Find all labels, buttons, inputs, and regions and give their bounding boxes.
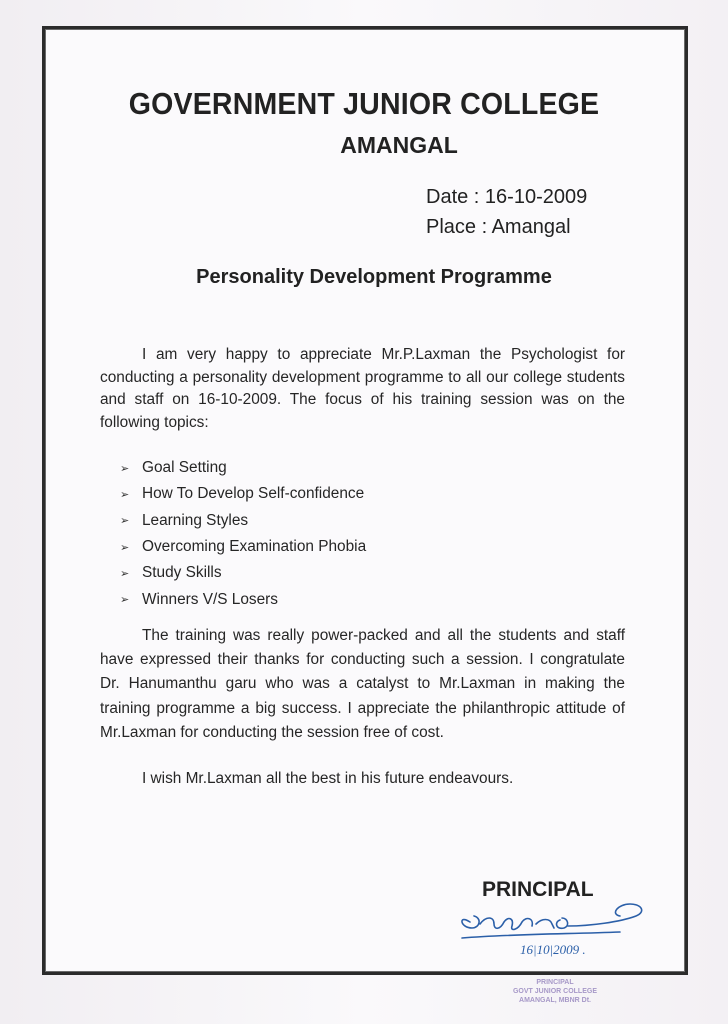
arrow-bullet-icon: ➢ [120, 488, 130, 501]
college-location: AMANGAL [340, 132, 458, 158]
list-item [120, 508, 366, 534]
stamp-line: PRINCIPAL [536, 979, 574, 986]
principal-title: PRINCIPAL [482, 878, 594, 901]
arrow-bullet-icon: ➢ [120, 462, 130, 475]
stamp-line: GOVT JUNIOR COLLEGE [512, 988, 597, 995]
topic-label: Learning Styles [142, 511, 249, 529]
list-item [120, 534, 366, 560]
letter-place: Place : Amangal [426, 216, 571, 238]
topic-label: Winners V/S Losers [142, 590, 278, 608]
paragraph-intro: I am very happy to appreciate Mr.P.Laxman the Psychologist for conducting a personality development programme to all our college students and staff on 16-10-2009. The focus of his training session was on the following topics: [100, 346, 625, 431]
signature-date: 16|10|2009 . [520, 942, 586, 957]
signature-image [450, 882, 660, 962]
college-name: GOVERNMENT JUNIOR COLLEGE [128, 86, 600, 121]
list-item [120, 455, 366, 481]
paragraph-closing: I wish Mr.Laxman all the best in his future endeavours. [142, 770, 514, 787]
arrow-bullet-icon: ➢ [120, 594, 130, 607]
letter-date: Date : 16-10-2009 [426, 186, 588, 208]
letter-heading: Personality Development Programme [196, 266, 552, 288]
stamp-line: AMANGAL, MBNR Dt. [519, 997, 591, 1004]
topic-label: Overcoming Examination Phobia [142, 538, 367, 556]
list-item [120, 560, 366, 586]
arrow-bullet-icon: ➢ [120, 541, 130, 554]
list-item [120, 481, 366, 507]
arrow-bullet-icon: ➢ [120, 567, 130, 580]
college-stamp [480, 978, 630, 1005]
list-item [120, 586, 366, 612]
topic-label: Goal Setting [142, 459, 227, 477]
paragraph-body: The training was really power-packed and all the students and staff have expressed their thanks for conducting such a session. I congratulate Dr. Hanumanthu garu who was a catalyst to Mr.Laxman in making the training programme a big success. I appreciate the philanthropic attitude of Mr.Laxman for conducting the session free of cost. [100, 627, 625, 741]
arrow-bullet-icon: ➢ [120, 515, 130, 528]
topic-label: Study Skills [142, 564, 222, 582]
topic-label: How To Develop Self-confidence [142, 485, 365, 503]
topic-list [120, 455, 366, 613]
